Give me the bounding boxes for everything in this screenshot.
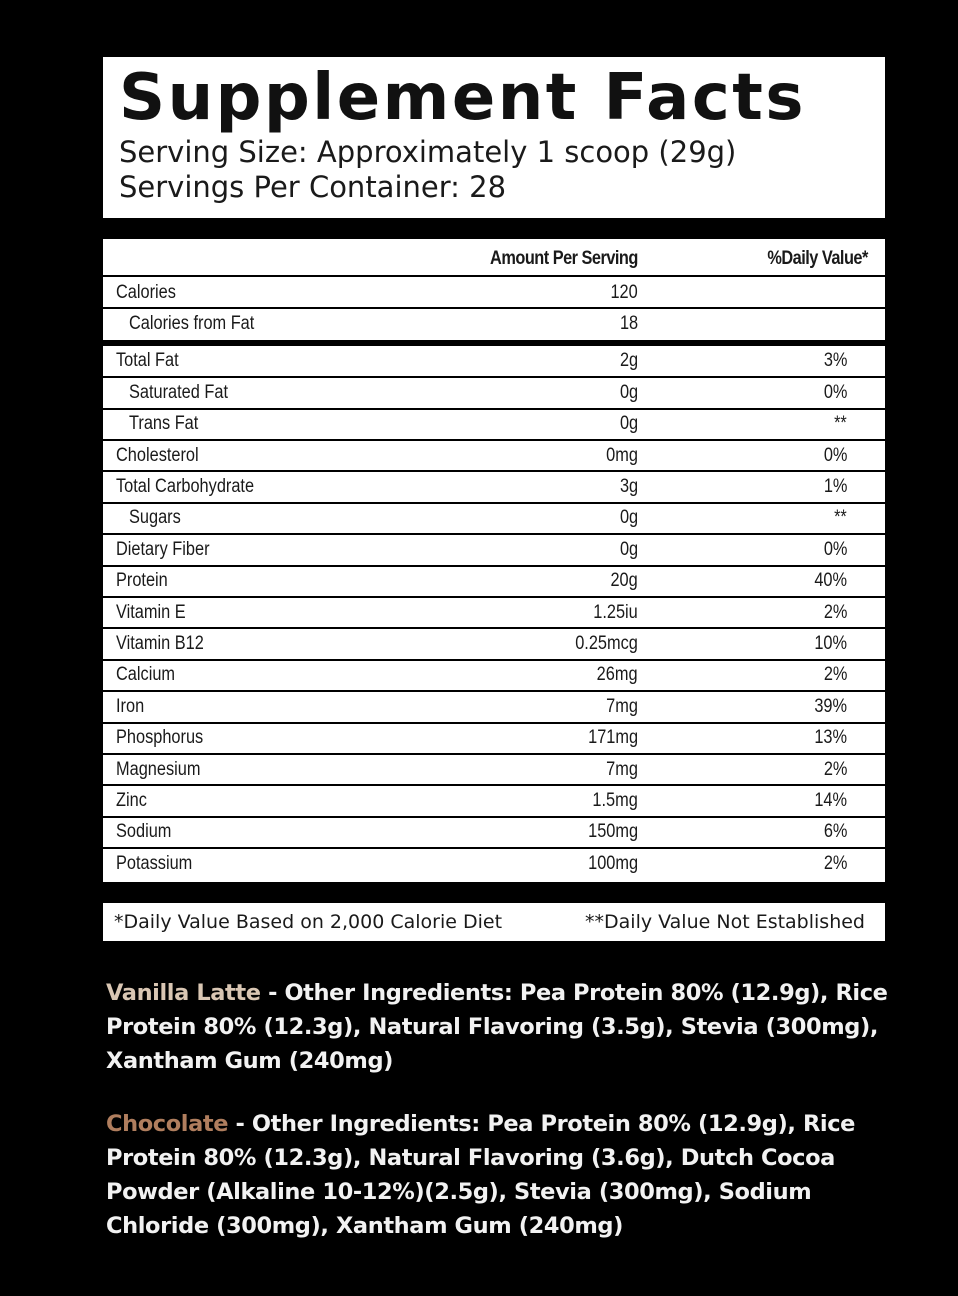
- nutrient-name: Vitamin B12: [116, 633, 204, 655]
- ingredients-chocolate: [106, 1107, 896, 1243]
- nutrient-amount: 100mg: [588, 852, 638, 874]
- nutrient-amount: 0.25mcg: [575, 633, 638, 655]
- nutrient-daily-value: **: [834, 413, 847, 435]
- nutrient-name: Dietary Fiber: [116, 538, 210, 560]
- nutrient-daily-value: **: [834, 507, 847, 529]
- nutrient-name: Saturated Fat: [129, 381, 229, 403]
- nutrient-name: Sugars: [129, 507, 181, 529]
- nutrient-daily-value: 14%: [814, 790, 847, 812]
- nutrient-name: Calories from Fat: [129, 313, 255, 335]
- table-row: [103, 848, 885, 879]
- table-row: [103, 440, 885, 471]
- nutrient-amount: 7mg: [606, 695, 638, 717]
- nutrient-amount: 1.5mg: [592, 790, 638, 812]
- table-row: [103, 754, 885, 785]
- nutrient-amount: 0g: [619, 538, 638, 560]
- nutrient-amount: 2g: [619, 350, 638, 372]
- nutrient-amount: 18: [619, 313, 638, 335]
- table-row: [103, 723, 885, 754]
- daily-value-footnote: *Daily Value Based on 2,000 Calorie Diet: [114, 911, 503, 933]
- nutrient-daily-value: 39%: [814, 695, 847, 717]
- nutrient-name: Calcium: [116, 664, 176, 686]
- nutrient-name: Magnesium: [116, 758, 201, 780]
- nutrient-name: Sodium: [116, 821, 172, 843]
- nutrient-name: Cholesterol: [116, 444, 199, 466]
- nutrient-amount: 1.25iu: [593, 601, 638, 623]
- table-row: [103, 409, 885, 440]
- flavor-name-vanilla: Vanilla Latte: [106, 980, 261, 1006]
- nutrient-amount: 26mg: [597, 664, 638, 686]
- servings-per-container: Servings Per Container: 28: [119, 170, 507, 204]
- nutrient-amount: 20g: [610, 570, 638, 592]
- not-established-footnote: **Daily Value Not Established: [585, 911, 865, 933]
- nutrient-daily-value: 0%: [823, 538, 847, 560]
- table-row: [103, 628, 885, 659]
- table-row: [103, 308, 885, 339]
- nutrient-name: Protein: [116, 570, 168, 592]
- nutrient-daily-value: 0%: [823, 444, 847, 466]
- table-row: [103, 377, 885, 408]
- nutrient-daily-value: 10%: [814, 633, 847, 655]
- table-row: [103, 277, 885, 308]
- nutrient-amount: 0g: [619, 381, 638, 403]
- nutrient-amount: 0g: [619, 507, 638, 529]
- daily-value-column-header: %Daily Value*: [767, 248, 868, 269]
- table-row: [103, 691, 885, 722]
- nutrient-amount: 120: [610, 281, 638, 303]
- ingredients-text-vanilla: - Other Ingredients: Pea Protein 80% (12.9g), Rice Protein 80% (12.3g), Natural Flavoring (3.5g), Stevia (300mg), Xantham Gum (240mg): [106, 980, 888, 1074]
- table-row: [103, 503, 885, 534]
- nutrient-name: Iron: [116, 695, 145, 717]
- nutrient-amount: 0g: [619, 413, 638, 435]
- ingredients-vanilla: [106, 976, 896, 1078]
- nutrient-daily-value: 1%: [823, 476, 847, 498]
- table-row: [103, 566, 885, 597]
- nutrient-amount: 150mg: [588, 821, 638, 843]
- table-row: [103, 597, 885, 628]
- amount-column-header: Amount Per Serving: [490, 248, 638, 269]
- table-row: [103, 346, 885, 377]
- page-title: Supplement Facts: [119, 61, 806, 135]
- nutrient-name: Phosphorus: [116, 727, 204, 749]
- table-row: [103, 660, 885, 691]
- nutrient-daily-value: 6%: [823, 821, 847, 843]
- table-header-row: [103, 241, 885, 277]
- nutrient-daily-value: 3%: [823, 350, 847, 372]
- nutrient-name: Total Carbohydrate: [116, 476, 255, 498]
- nutrient-daily-value: 13%: [814, 727, 847, 749]
- nutrient-daily-value: 2%: [823, 758, 847, 780]
- footnote-box: [103, 903, 885, 941]
- nutrient-daily-value: 0%: [823, 381, 847, 403]
- table-row: [103, 785, 885, 816]
- nutrient-daily-value: 2%: [823, 852, 847, 874]
- nutrient-name: Vitamin E: [116, 601, 186, 623]
- nutrient-name: Zinc: [116, 790, 147, 812]
- nutrient-daily-value: 2%: [823, 601, 847, 623]
- nutrient-name: Calories: [116, 281, 176, 303]
- facts-table: [103, 239, 885, 882]
- nutrient-daily-value: 2%: [823, 664, 847, 686]
- nutrient-daily-value: 40%: [814, 570, 847, 592]
- supplement-facts-header: [103, 57, 885, 218]
- nutrient-name: Total Fat: [116, 350, 179, 372]
- table-row: [103, 534, 885, 565]
- nutrient-amount: 0mg: [606, 444, 638, 466]
- flavor-name-chocolate: Chocolate: [106, 1111, 229, 1137]
- ingredients-text-chocolate: - Other Ingredients: Pea Protein 80% (12.9g), Rice Protein 80% (12.3g), Natural Flavoring (3.6g), Dutch Cocoa Powder (Alkaline 10-12%)(2.5g), Stevia (300mg), Sodium Chloride (300mg), Xantham Gum (240mg): [106, 1111, 856, 1239]
- nutrient-amount: 171mg: [588, 727, 638, 749]
- serving-size: Serving Size: Approximately 1 scoop (29g): [119, 135, 737, 169]
- nutrient-name: Potassium: [116, 852, 193, 874]
- nutrient-name: Trans Fat: [129, 413, 199, 435]
- nutrient-amount: 3g: [619, 476, 638, 498]
- table-row: [103, 471, 885, 502]
- table-row: [103, 817, 885, 848]
- nutrient-amount: 7mg: [606, 758, 638, 780]
